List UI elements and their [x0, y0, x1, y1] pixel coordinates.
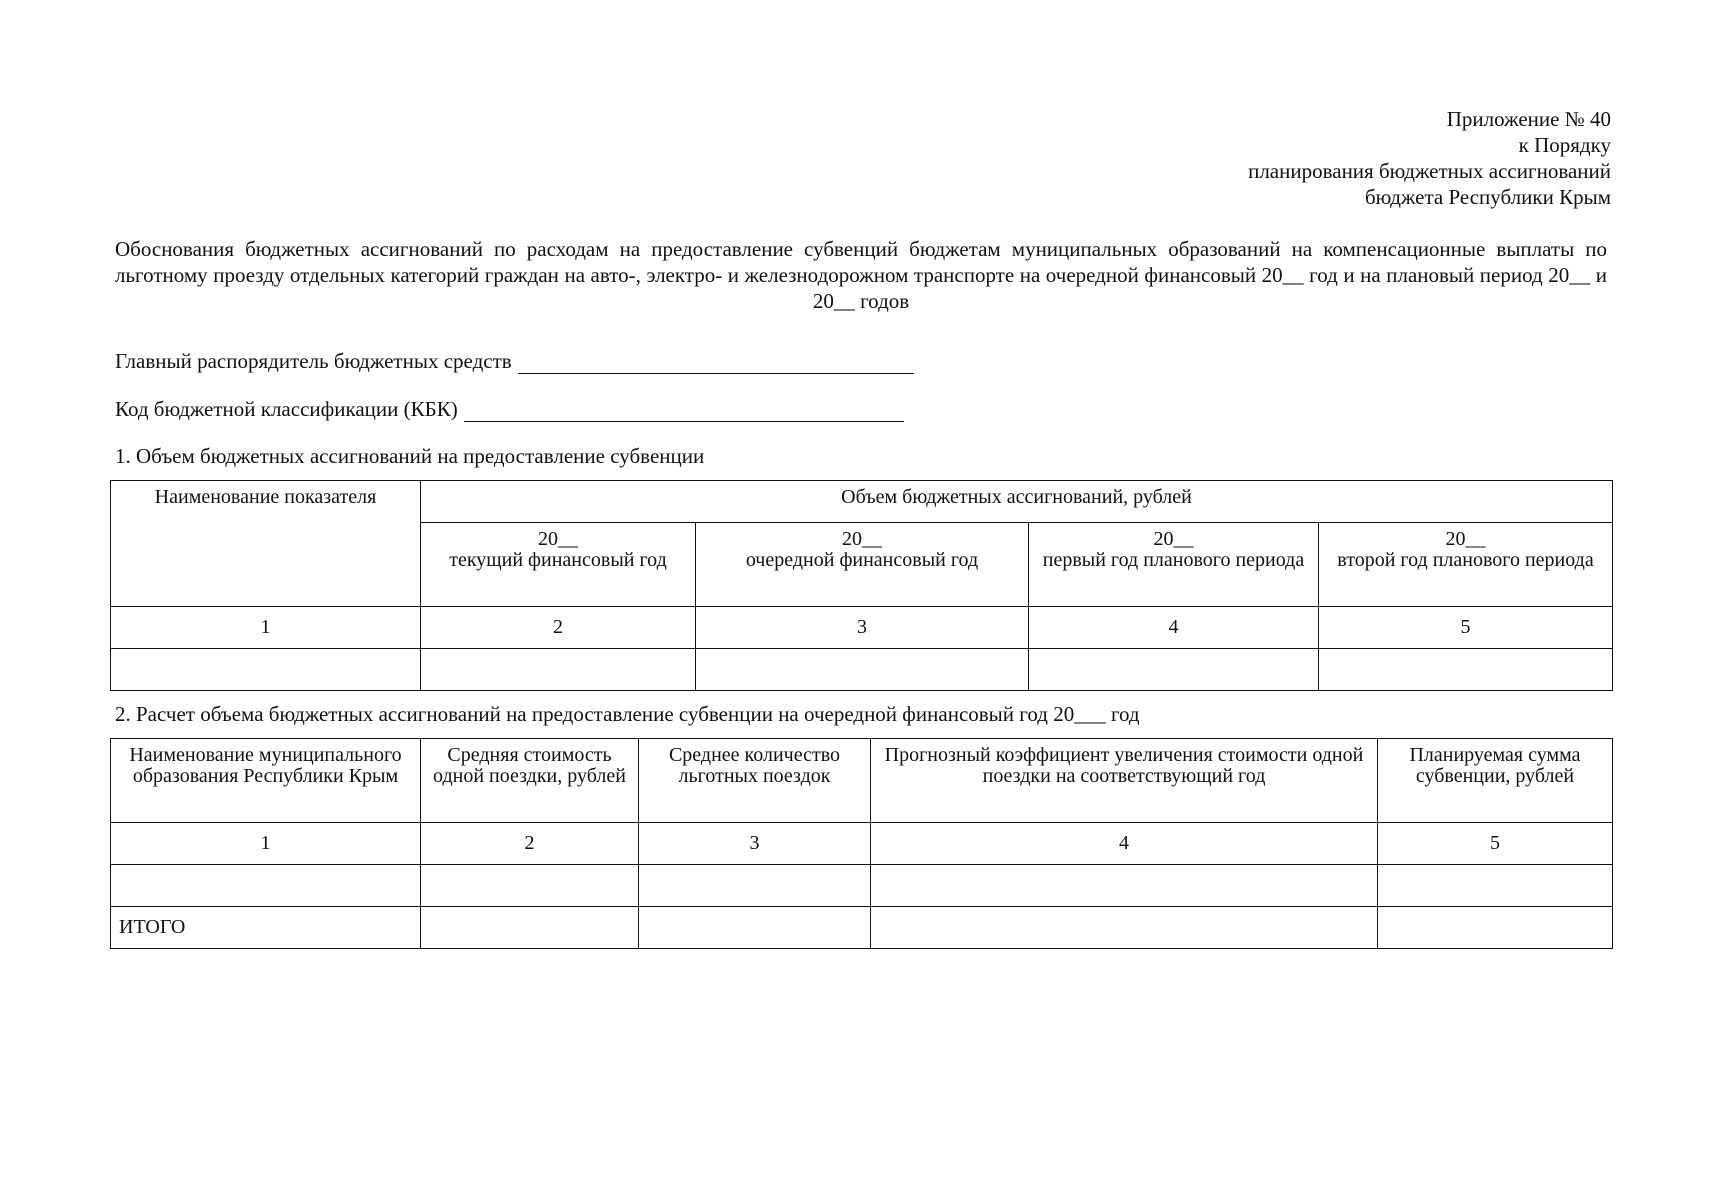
- year-placeholder: 20__: [538, 528, 578, 550]
- kbk-field: [115, 396, 904, 422]
- avg-trip-cost-header: Средняя стоимость одной поездки, рублей: [421, 739, 639, 823]
- total-label: ИТОГО: [111, 907, 421, 949]
- year-label: текущий финансовый год: [449, 549, 667, 571]
- year-label: очередной финансовый год: [745, 549, 979, 571]
- plan-year2-header: [1319, 523, 1613, 607]
- kbk-input-line[interactable]: [464, 401, 904, 422]
- column-number: 1: [111, 823, 421, 865]
- column-number: 3: [639, 823, 871, 865]
- avg-trips-count-header: Среднее количество льготных поездок: [639, 739, 871, 823]
- column-number: 5: [1378, 823, 1613, 865]
- volume-group-header: Объем бюджетных ассигнований, рублей: [421, 481, 1613, 523]
- empty-cell[interactable]: [421, 907, 639, 949]
- column-number-row: [111, 823, 1613, 865]
- column-number: 2: [421, 607, 696, 649]
- table-header-row: [111, 739, 1613, 823]
- total-row: [111, 907, 1613, 949]
- table-header-row: [111, 481, 1613, 523]
- empty-cell[interactable]: [871, 865, 1378, 907]
- empty-cell[interactable]: [111, 865, 421, 907]
- column-number-row: [111, 607, 1613, 649]
- forecast-coefficient-header: Прогнозный коэффициент увеличения стоимости одной поездки на соответствующий год: [871, 739, 1378, 823]
- column-number: 3: [696, 607, 1029, 649]
- kbk-label: Код бюджетной классификации (КБК): [115, 397, 458, 421]
- document-title: Обоснования бюджетных ассигнований по расходам на предоставление субвенций бюджетам муниципальных образований на компенсационные выплаты по льготному проезду отдельных категорий граждан на авто-, электро- и железнодорожном транспорте на очередной финансовый 20__ год и на плановый период 20__ и 20__ годов: [115, 237, 1607, 313]
- year-label: второй год планового периода: [1337, 549, 1594, 571]
- subvention-calculation-table: [110, 738, 1613, 949]
- empty-cell[interactable]: [1378, 907, 1613, 949]
- current-year-header: [421, 523, 696, 607]
- table-row: [111, 865, 1613, 907]
- empty-cell[interactable]: [639, 865, 871, 907]
- appendix-reference: [1248, 106, 1611, 210]
- year-placeholder: 20__: [1153, 528, 1194, 550]
- column-number: 4: [871, 823, 1378, 865]
- table-row: [111, 649, 1613, 691]
- empty-cell[interactable]: [871, 907, 1378, 949]
- empty-cell[interactable]: [1378, 865, 1613, 907]
- next-year-header: [696, 523, 1029, 607]
- empty-cell[interactable]: [111, 649, 421, 691]
- chief-manager-input-line[interactable]: [518, 353, 914, 374]
- empty-cell[interactable]: [639, 907, 871, 949]
- section2-heading: 2. Расчет объема бюджетных ассигнований на предоставление субвенции на очередной финансовый год 20___ год: [115, 702, 1140, 726]
- section1-heading: 1. Объем бюджетных ассигнований на предоставление субвенции: [115, 444, 705, 468]
- column-number: 1: [111, 607, 421, 649]
- appendix-budget: бюджета Республики Крым: [1364, 185, 1611, 209]
- empty-cell[interactable]: [1029, 649, 1319, 691]
- allocation-volume-table: [110, 480, 1613, 691]
- column-number: 5: [1319, 607, 1613, 649]
- empty-cell[interactable]: [1319, 649, 1613, 691]
- year-placeholder: 20__: [842, 528, 882, 550]
- municipality-header: Наименование муниципального образования Республики Крым: [111, 739, 421, 823]
- chief-manager-label: Главный распорядитель бюджетных средств: [115, 349, 512, 373]
- column-number: 4: [1029, 607, 1319, 649]
- year-label: первый год планового периода: [1042, 549, 1305, 571]
- plan-year1-header: [1029, 523, 1319, 607]
- year-placeholder: 20__: [1445, 528, 1486, 550]
- column-number: 2: [421, 823, 639, 865]
- empty-cell[interactable]: [421, 649, 696, 691]
- appendix-planning: планирования бюджетных ассигнований: [1248, 159, 1611, 183]
- appendix-number: Приложение № 40: [1446, 107, 1611, 131]
- planned-subvention-header: Планируемая сумма субвенции, рублей: [1378, 739, 1613, 823]
- indicator-name-header: Наименование показателя: [111, 481, 421, 607]
- appendix-order: к Порядку: [1518, 133, 1611, 157]
- empty-cell[interactable]: [696, 649, 1029, 691]
- chief-manager-field: [115, 348, 914, 374]
- empty-cell[interactable]: [421, 865, 639, 907]
